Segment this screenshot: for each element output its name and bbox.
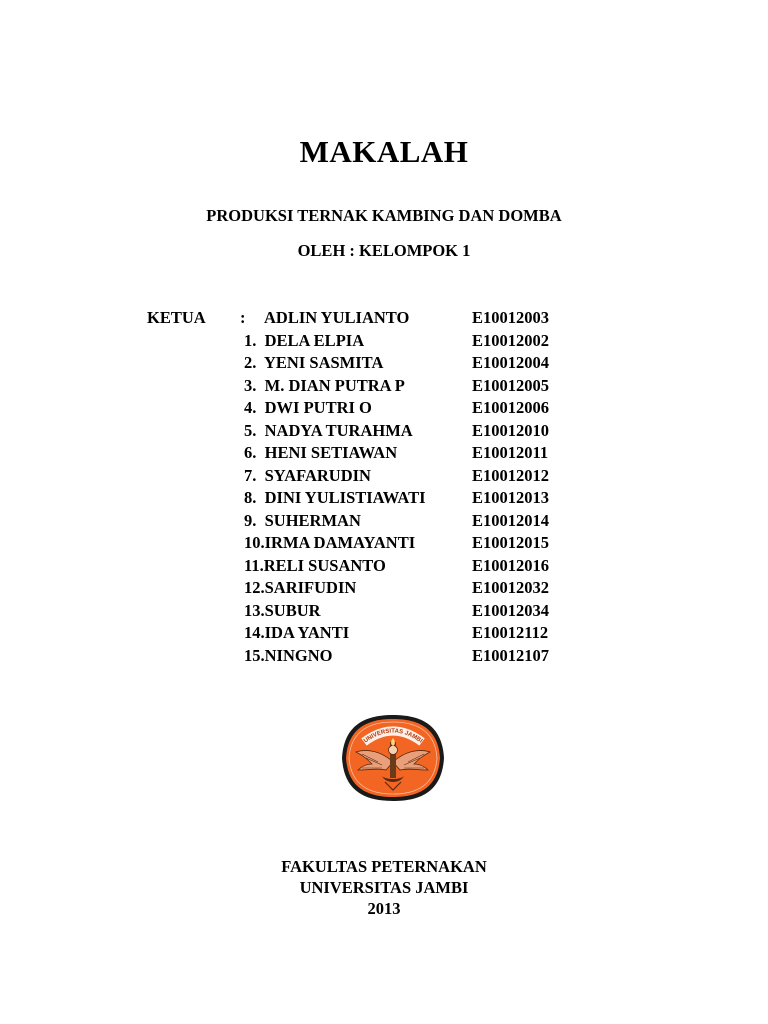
member-name: 5. NADYA TURAHMA	[244, 420, 413, 440]
member-name: 15.NINGNO	[244, 645, 333, 665]
member-nim: E10012016	[472, 555, 550, 575]
member-nim: E10012011	[472, 443, 549, 462]
member-row	[0, 623, 768, 646]
member-nim: E10012012	[472, 465, 550, 485]
member-nim: E10012004	[472, 353, 550, 372]
leader-row	[0, 308, 768, 331]
member-row	[0, 443, 768, 466]
year: 2013	[367, 899, 401, 918]
document-subtitle: PRODUKSI TERNAK KAMBING DAN DOMBA	[206, 206, 562, 225]
member-name: 11.RELI SUSANTO	[244, 555, 386, 575]
member-name: 13.SUBUR	[244, 600, 321, 620]
member-nim: E10012006	[472, 398, 550, 417]
member-nim: E10012013	[472, 488, 550, 507]
member-nim: E10012010	[472, 420, 550, 440]
member-name: 7. SYAFARUDIN	[244, 465, 371, 485]
member-row	[0, 646, 768, 669]
member-nim: E10012034	[472, 600, 550, 620]
member-name: 2. YENI SASMITA	[244, 353, 384, 372]
footer	[0, 856, 768, 919]
member-row	[0, 331, 768, 354]
member-row	[0, 466, 768, 489]
member-row	[0, 488, 768, 511]
member-nim: E10012107	[472, 645, 550, 665]
member-row	[0, 601, 768, 624]
member-nim: E10012014	[472, 510, 550, 530]
member-name: 10.IRMA DAMAYANTI	[244, 533, 416, 552]
member-nim: E10012002	[472, 330, 550, 350]
member-row	[0, 353, 768, 376]
member-row	[0, 533, 768, 556]
emblem-text: UNIVERSITAS JAMBI	[362, 728, 424, 745]
member-name: 12.SARIFUDIN	[244, 578, 357, 597]
leader-colon: :	[240, 308, 246, 327]
member-name: 4. DWI PUTRI O	[244, 398, 372, 417]
member-nim: E10012112	[472, 623, 549, 642]
university-name: UNIVERSITAS JAMBI	[299, 878, 469, 897]
member-row	[0, 556, 768, 579]
member-row	[0, 398, 768, 421]
member-name: 9. SUHERMAN	[244, 510, 361, 530]
university-jambi-emblem-icon	[338, 712, 448, 804]
member-name: 8. DINI YULISTIAWATI	[244, 488, 426, 507]
member-name: 3. M. DIAN PUTRA P	[244, 375, 405, 395]
member-row	[0, 511, 768, 534]
member-row	[0, 376, 768, 399]
member-row	[0, 578, 768, 601]
member-name: 6. HENI SETIAWAN	[244, 443, 398, 462]
member-name: 1. DELA ELPIA	[244, 330, 365, 350]
member-name: 14.IDA YANTI	[244, 623, 350, 642]
member-nim: E10012015	[472, 533, 550, 552]
member-nim: E10012005	[472, 375, 550, 395]
member-nim: E10012032	[472, 578, 550, 597]
leader-nim: E10012003	[472, 308, 550, 327]
document-title: MAKALAH	[299, 134, 469, 169]
member-list	[0, 308, 768, 668]
leader-role: KETUA	[147, 308, 206, 327]
faculty-name: FAKULTAS PETERNAKAN	[281, 857, 487, 876]
leader-name: ADLIN YULIANTO	[264, 308, 410, 327]
group-line: OLEH : KELOMPOK 1	[297, 241, 471, 260]
member-row	[0, 421, 768, 444]
